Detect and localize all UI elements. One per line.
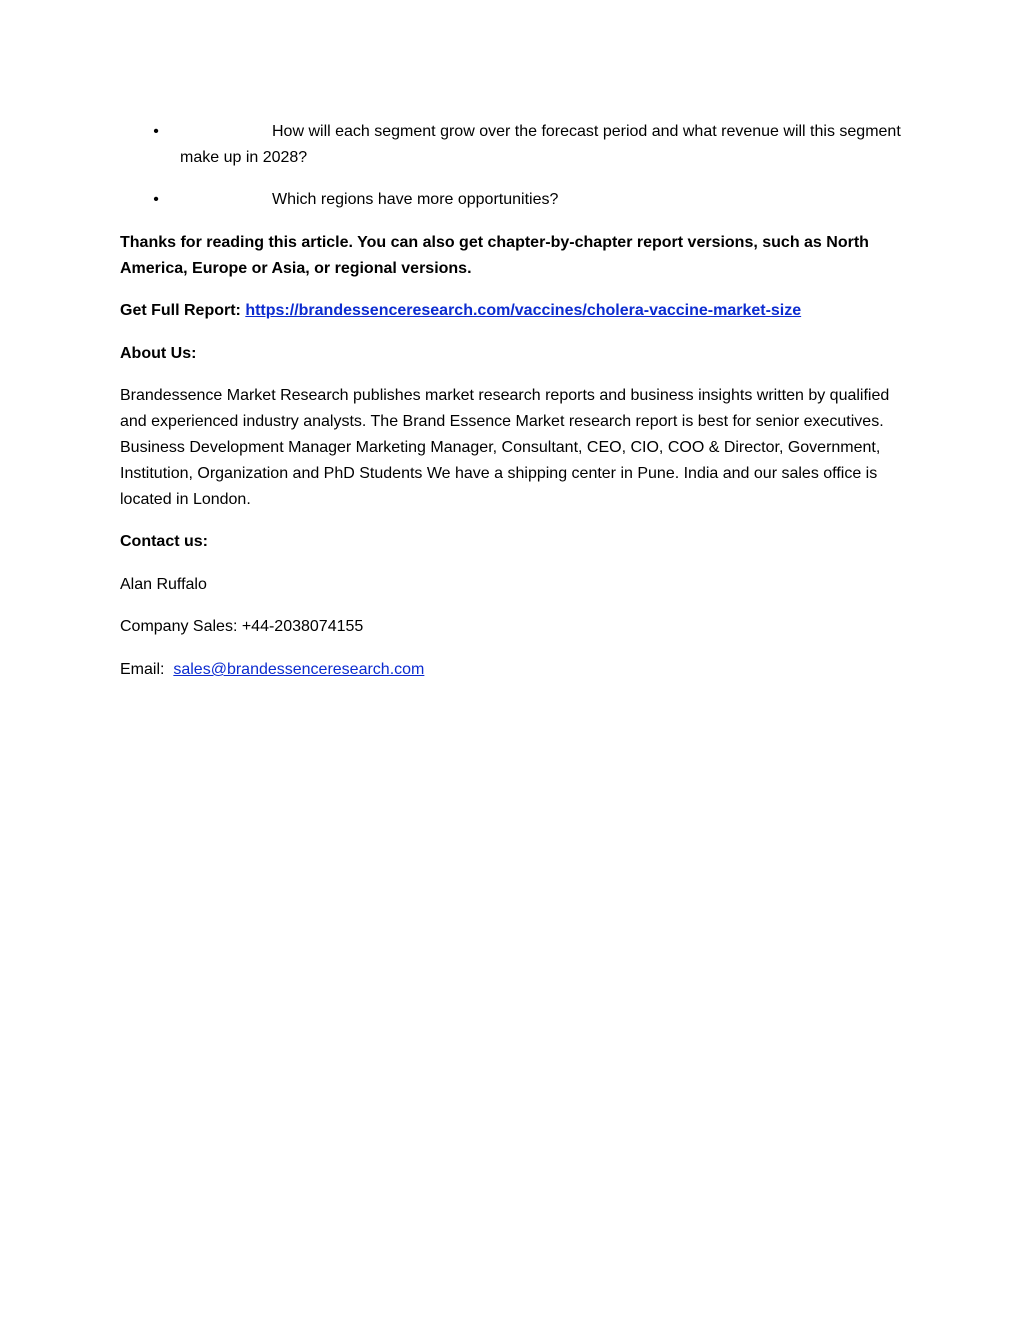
- bullet-icon: •: [153, 123, 159, 140]
- questions-list: [120, 119, 910, 229]
- list-item: [120, 119, 910, 171]
- full-report-link[interactable]: https://brandessenceresearch.com/vaccines/cholera-vaccine-market-size: [245, 302, 802, 319]
- about-body: Brandessence Market Research publishes market research reports and business insights written by qualified and experienced industry analysts. The Brand Essence Market research report is best for senior executives. Business Development Manager Marketing Manager, Consultant, CEO, CIO, COO & Director, Government, Institution, Organization and PhD Students We have a shipping center in Pune. India and our sales office is located in London.: [120, 387, 890, 508]
- bullet-icon: •: [153, 191, 159, 208]
- email-link[interactable]: sales@brandessenceresearch.com: [173, 661, 425, 678]
- about-heading: About Us:: [120, 345, 197, 362]
- contact-email-line: [120, 657, 910, 683]
- bullet-text: Which regions have more opportunities?: [272, 191, 559, 208]
- email-label: Email:: [120, 661, 174, 678]
- thanks-paragraph: Thanks for reading this article. You can also get chapter-by-chapter report versions, such as North America, Europe or Asia, or regional versions.: [120, 234, 869, 277]
- full-report-label: Get Full Report:: [120, 302, 246, 319]
- full-report-line: [120, 298, 910, 324]
- contact-name: Alan Ruffalo: [120, 576, 207, 593]
- contact-heading: Contact us:: [120, 533, 208, 550]
- bullet-text: How will each segment grow over the forecast period and what revenue will this segment make up in 2028?: [180, 123, 901, 166]
- list-item: [120, 187, 910, 213]
- contact-sales: Company Sales: +44-2038074155: [120, 618, 364, 635]
